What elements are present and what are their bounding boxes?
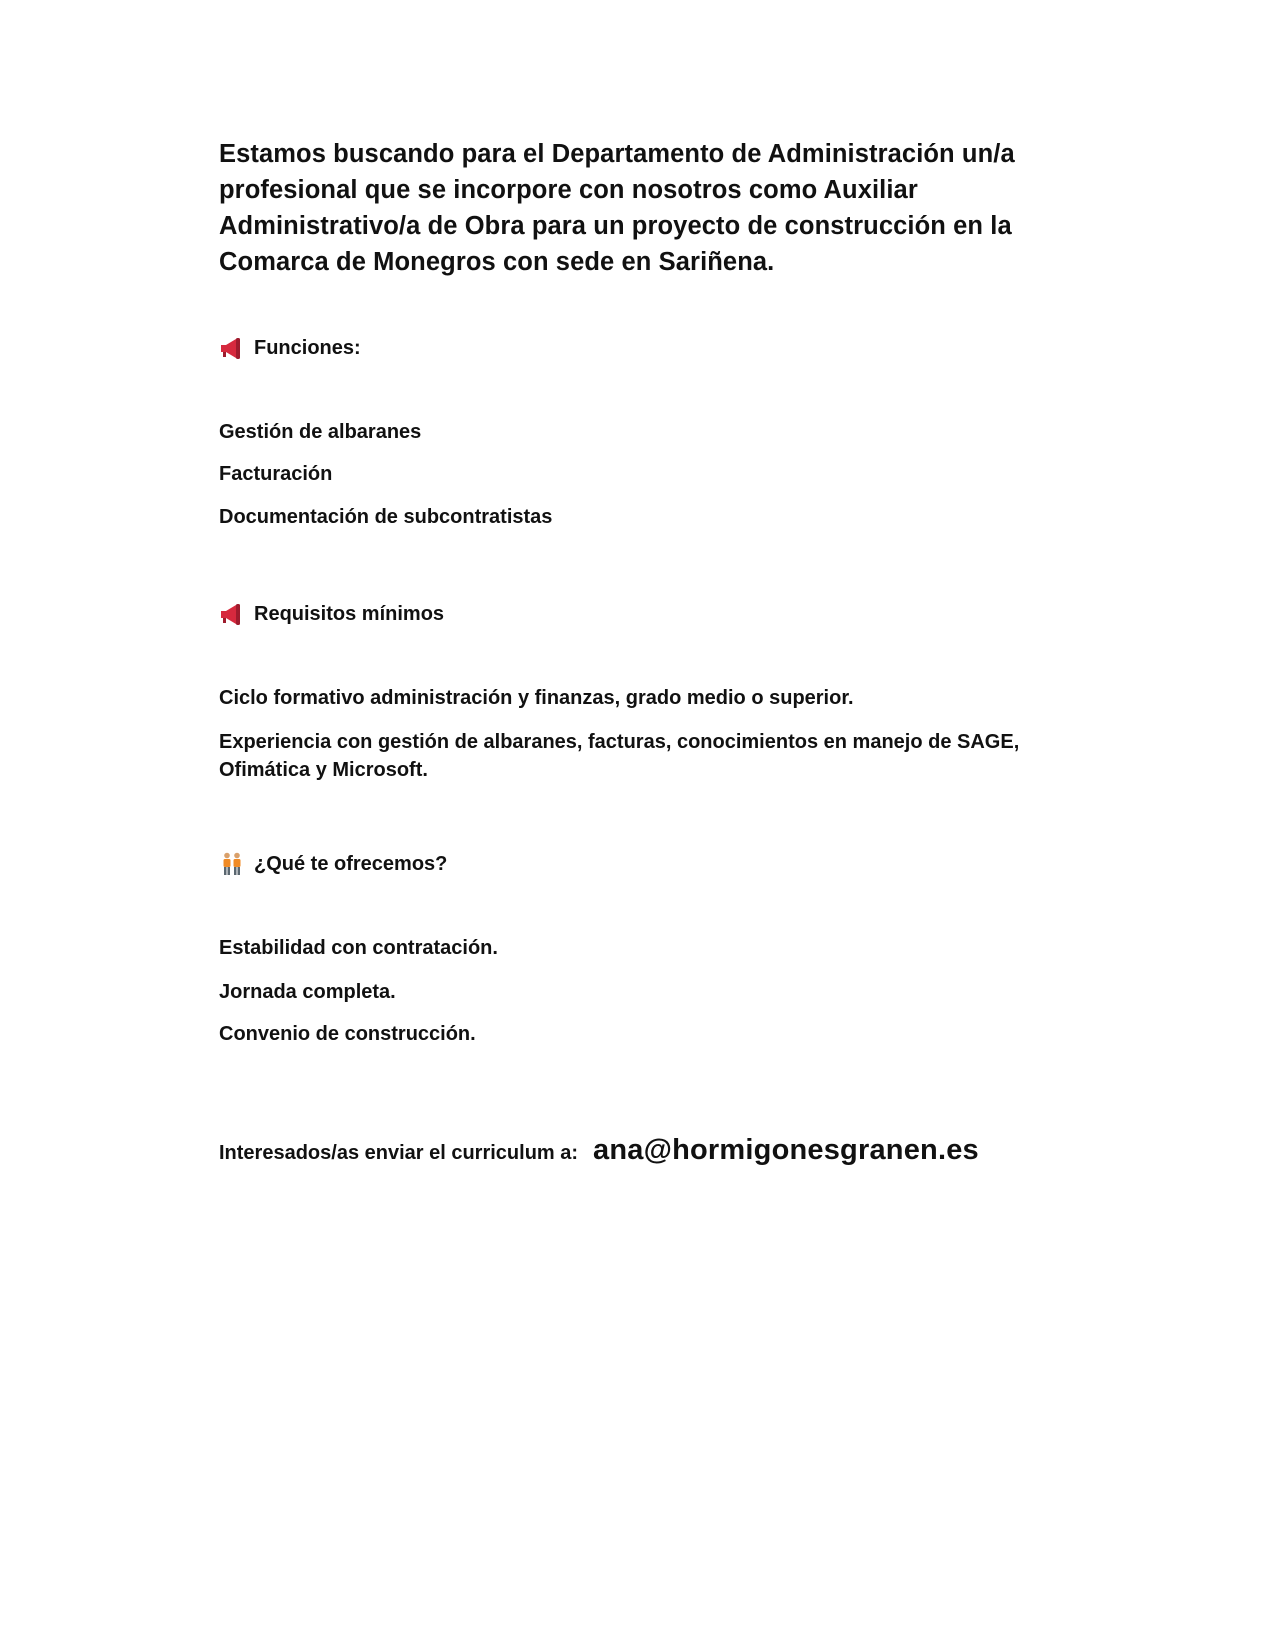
contact-label: Interesados/as enviar el curriculum a:	[219, 1142, 579, 1164]
list-item: Convenio de construcción.	[219, 1023, 476, 1045]
megaphone-icon	[219, 602, 245, 626]
section-heading-label: Requisitos mínimos	[254, 602, 445, 625]
construction-workers-icon	[219, 852, 245, 876]
contact-line	[219, 1134, 979, 1167]
list-item: Documentación de subcontratistas	[219, 506, 553, 528]
section-heading-label: ¿Qué te ofrecemos?	[254, 852, 448, 875]
list-item: Experiencia con gestión de albaranes, facturas, conocimientos en manejo de SAGE, Ofimática y Microsoft.	[219, 731, 1020, 781]
megaphone-icon	[219, 336, 245, 360]
section-heading-ofrecemos	[219, 849, 447, 879]
section-heading-label: Funciones:	[254, 336, 361, 359]
section-heading-funciones	[219, 333, 361, 363]
list-item: Gestión de albaranes	[219, 421, 422, 443]
intro-paragraph: Estamos buscando para el Departamento de Administración un/a profesional que se incorpore con nosotros como Auxiliar Administrativo/a de Obra para un proyecto de construcción en la Comarca de Monegros con sede en Sariñena.	[219, 140, 1015, 276]
list-item: Ciclo formativo administración y finanzas, grado medio o superior.	[219, 687, 854, 709]
section-heading-requisitos	[219, 599, 444, 629]
list-item: Estabilidad con contratación.	[219, 937, 498, 959]
list-item: Jornada completa.	[219, 981, 396, 1003]
contact-email: ana@hormigonesgranen.es	[593, 1134, 979, 1166]
list-item: Facturación	[219, 463, 333, 485]
